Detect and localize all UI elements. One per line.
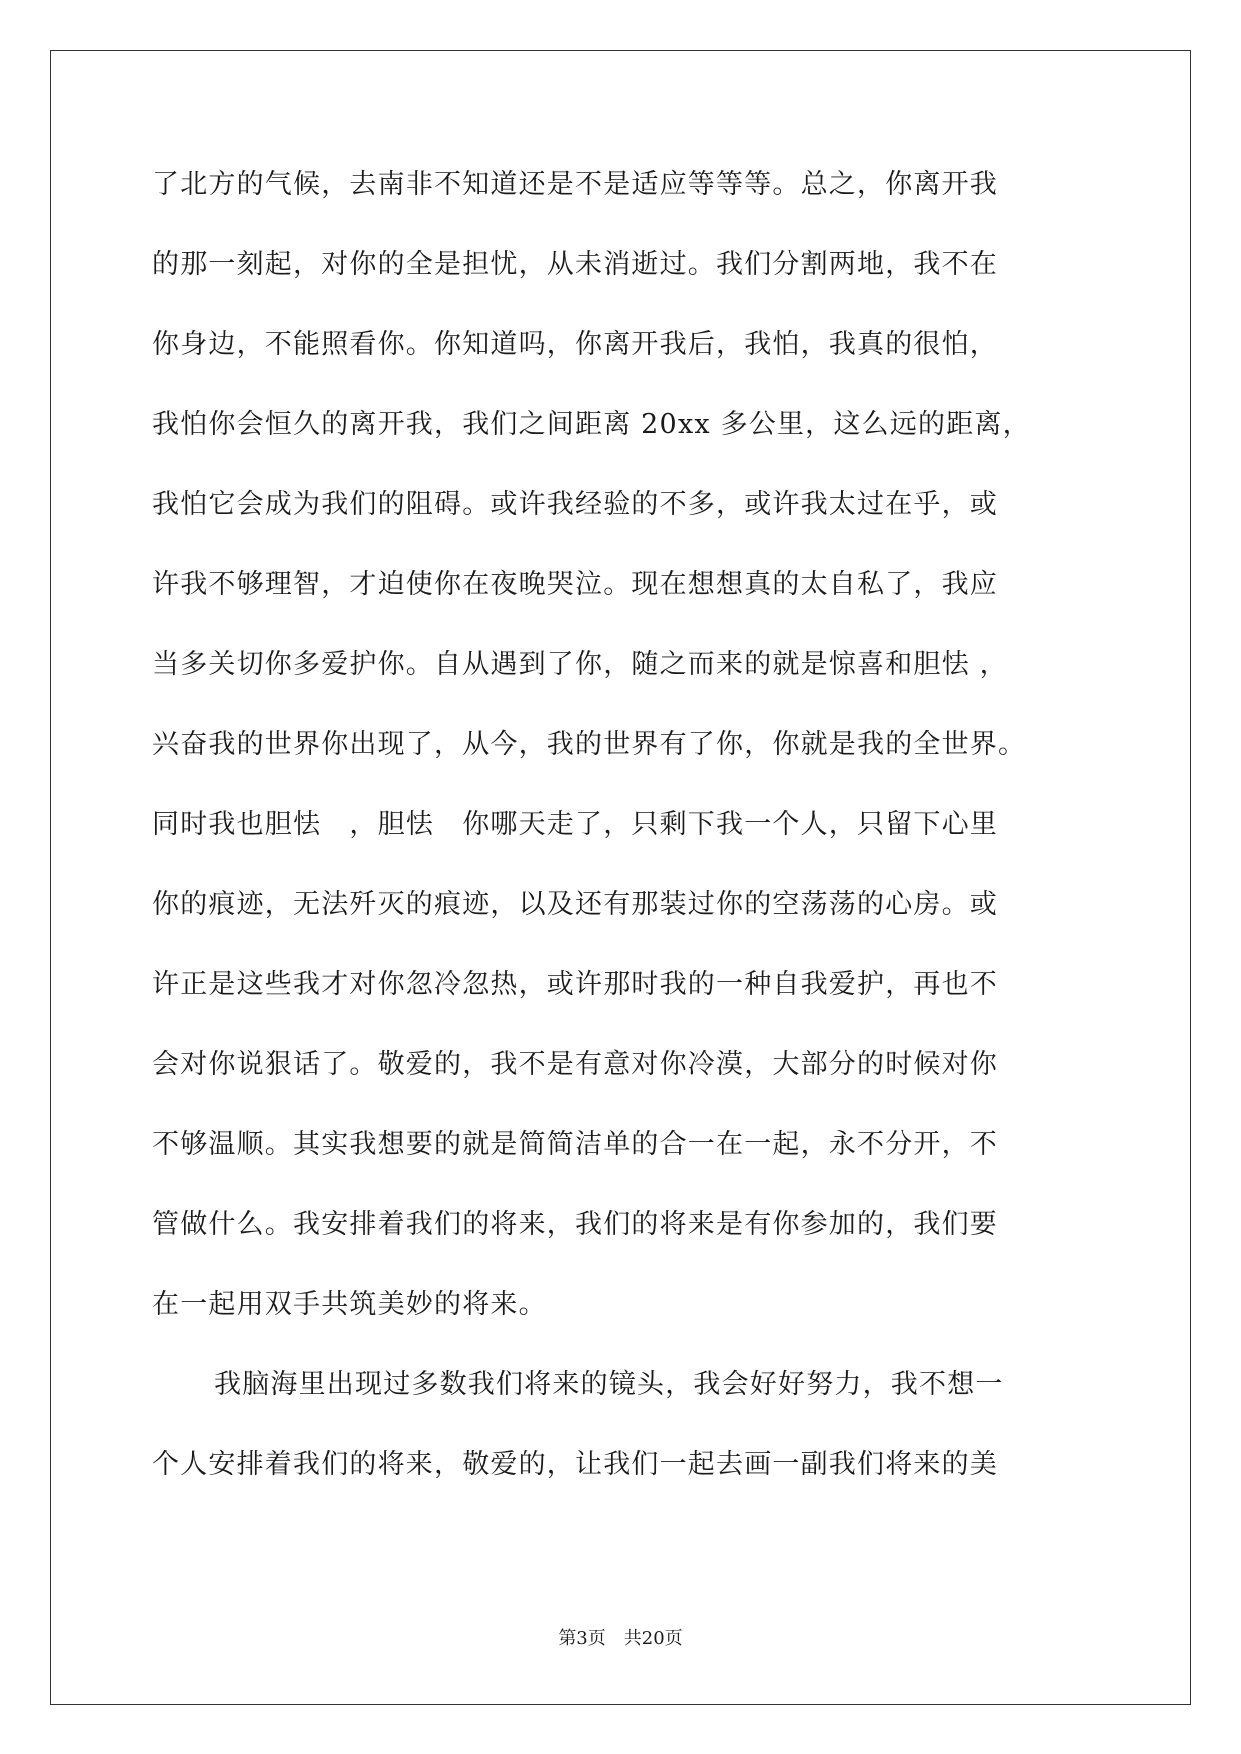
text-line: 同时我也胆怯 ，胆怯 你哪天走了，只剩下我一个人，只留下心里 xyxy=(152,809,998,840)
page-footer xyxy=(0,1624,1241,1650)
text-line: 许我不够理智，才迫使你在夜晚哭泣。现在想想真的太自私了，我应 xyxy=(152,569,998,600)
text-line: 我怕它会成为我们的阻碍。或许我经验的不多，或许我太过在乎，或 xyxy=(152,489,998,520)
page-total: 共20页 xyxy=(623,1628,683,1649)
text-line: 当多关切你多爱护你。自从遇到了你，随之而来的就是惊喜和胆怯 ， xyxy=(152,649,1008,680)
text-line: 不够温顺。其实我想要的就是简简洁单的合一在一起，永不分开，不 xyxy=(152,1129,998,1160)
page-number: 第3页 xyxy=(558,1628,606,1649)
text-line: 你的痕迹，无法歼灭的痕迹，以及还有那装过你的空荡荡的心房。或 xyxy=(152,889,998,920)
text-line: 在一起用双手共筑美妙的将来。 xyxy=(152,1289,547,1320)
text-line: 个人安排着我们的将来，敬爱的，让我们一起去画一副我们将来的美 xyxy=(152,1449,998,1480)
text-line: 的那一刻起，对你的全是担忧，从未消逝过。我们分割两地，我不在 xyxy=(152,249,998,280)
text-line: 了北方的气候，去南非不知道还是不是适应等等等。总之，你离开我 xyxy=(152,169,998,200)
text-line: 兴奋我的世界你出现了，从今，我的世界有了你，你就是我的全世界。 xyxy=(152,729,1027,760)
document-body xyxy=(152,165,1112,1525)
text-line: 许正是这些我才对你忽冷忽热，或许那时我的一种自我爱护，再也不 xyxy=(152,969,998,1000)
text-line: 你身边，不能照看你。你知道吗，你离开我后，我怕，我真的很怕， xyxy=(152,329,998,360)
text-line: 我怕你会恒久的离开我，我们之间距离 20xx 多公里，这么远的距离， xyxy=(152,409,1031,440)
paragraph-first-line: 我脑海里出现过多数我们将来的镜头，我会好好努力，我不想一 xyxy=(214,1369,1004,1400)
text-line: 会对你说狠话了。敬爱的，我不是有意对你冷漠，大部分的时候对你 xyxy=(152,1049,998,1080)
text-line: 管做什么。我安排着我们的将来，我们的将来是有你参加的，我们要 xyxy=(152,1209,998,1240)
